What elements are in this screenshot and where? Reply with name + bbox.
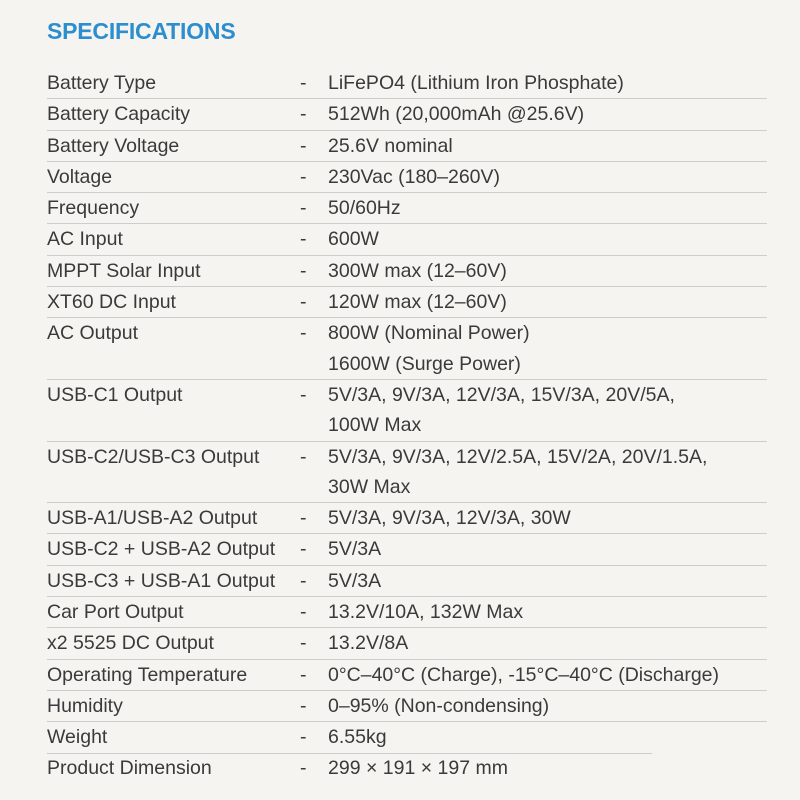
spec-label: AC Input	[47, 228, 123, 251]
spec-row-product-dimension	[47, 753, 767, 783]
spec-row-usb-c3-a1-output	[47, 566, 767, 597]
separator-dash: -	[300, 259, 307, 282]
spec-row-usb-a1-a2-output	[47, 503, 767, 534]
separator-dash: -	[300, 601, 307, 624]
spec-value: 230Vac (180–260V)	[328, 165, 501, 188]
spec-row-car-port-output	[47, 597, 767, 628]
spec-row-battery-type	[47, 68, 767, 99]
spec-label: Battery Voltage	[47, 134, 180, 157]
spec-value: 0°C–40°C (Charge), -15°C–40°C (Discharge)	[328, 663, 720, 686]
separator-dash: -	[300, 663, 307, 686]
spec-value: 5V/3A, 9V/3A, 12V/3A, 30W	[328, 507, 571, 530]
spec-value: 13.2V/8A	[328, 632, 409, 655]
spec-row-usb-c2-a2-output	[47, 534, 767, 565]
spec-label: Battery Capacity	[47, 103, 191, 126]
spec-row-xt60-dc-input	[47, 287, 767, 318]
page-title: SPECIFICATIONS	[47, 18, 236, 44]
spec-label: Voltage	[47, 165, 113, 188]
separator-dash: -	[300, 134, 307, 157]
spec-label: Weight	[47, 726, 108, 749]
separator-dash: -	[300, 228, 307, 251]
spec-value: 1600W (Surge Power)	[328, 352, 521, 375]
spec-label: Battery Type	[47, 72, 157, 94]
separator-dash: -	[300, 72, 307, 94]
spec-row-mppt-solar-input	[47, 256, 767, 287]
spec-row-ac-input	[47, 224, 767, 255]
spec-label: Frequency	[47, 197, 140, 220]
separator-dash: -	[300, 756, 307, 779]
spec-table	[47, 68, 767, 783]
spec-value: 5V/3A, 9V/3A, 12V/2.5A, 15V/2A, 20V/1.5A,	[328, 445, 708, 468]
separator-dash: -	[300, 507, 307, 530]
spec-value: 6.55kg	[328, 726, 387, 749]
spec-value: 30W Max	[328, 475, 411, 498]
spec-row-ac-output-continued	[47, 349, 767, 380]
spec-value: 0–95% (Non-condensing)	[328, 694, 550, 717]
spec-value: 120W max (12–60V)	[328, 291, 507, 314]
spec-row-voltage	[47, 162, 767, 193]
spec-label: USB-C1 Output	[47, 383, 183, 406]
spec-label: Product Dimension	[47, 756, 212, 779]
spec-value: 600W	[328, 228, 379, 251]
separator-dash: -	[300, 538, 307, 561]
separator-dash: -	[300, 726, 307, 749]
separator-dash: -	[300, 632, 307, 655]
separator-dash: -	[300, 197, 307, 220]
separator-dash: -	[300, 569, 307, 592]
separator-dash: -	[300, 445, 307, 468]
spec-row-weight	[47, 722, 767, 752]
spec-label: USB-C3 + USB-A1 Output	[47, 569, 276, 592]
spec-value: 25.6V nominal	[328, 134, 453, 157]
spec-value: LiFePO4 (Lithium Iron Phosphate)	[328, 72, 624, 94]
spec-row-frequency	[47, 193, 767, 224]
spec-row-usb-c1-output	[47, 380, 767, 410]
spec-row-usb-c1-output-continued	[47, 410, 767, 441]
spec-row-battery-voltage	[47, 131, 767, 162]
separator-dash: -	[300, 165, 307, 188]
spec-value: 5V/3A	[328, 538, 382, 561]
spec-label: Humidity	[47, 694, 123, 717]
spec-label: x2 5525 DC Output	[47, 632, 214, 655]
spec-value: 300W max (12–60V)	[328, 259, 507, 282]
spec-value: 800W (Nominal Power)	[328, 322, 530, 345]
spec-row-usb-c2-c3-output-continued	[47, 472, 767, 503]
spec-label: USB-C2 + USB-A2 Output	[47, 538, 276, 561]
spec-label: USB-C2/USB-C3 Output	[47, 445, 260, 468]
spec-value: 50/60Hz	[328, 197, 401, 220]
spec-value: 512Wh (20,000mAh @25.6V)	[328, 103, 585, 126]
spec-value: 13.2V/10A, 132W Max	[328, 601, 524, 624]
spec-row-operating-temperature	[47, 660, 767, 691]
spec-label: AC Output	[47, 322, 139, 345]
spec-value: 100W Max	[328, 414, 422, 437]
separator-dash: -	[300, 291, 307, 314]
spec-label: Car Port Output	[47, 601, 184, 624]
spec-value: 5V/3A, 9V/3A, 12V/3A, 15V/3A, 20V/5A,	[328, 383, 675, 406]
separator-dash: -	[300, 383, 307, 406]
separator-dash: -	[300, 103, 307, 126]
spec-label: USB-A1/USB-A2 Output	[47, 507, 258, 530]
spec-row-5525-dc-output	[47, 628, 767, 659]
spec-value: 5V/3A	[328, 569, 382, 592]
spec-label: XT60 DC Input	[47, 291, 176, 314]
spec-row-humidity	[47, 691, 767, 722]
spec-label: MPPT Solar Input	[47, 259, 201, 282]
separator-dash: -	[300, 322, 307, 345]
spec-row-battery-capacity	[47, 99, 767, 130]
spec-row-usb-c2-c3-output	[47, 442, 767, 472]
spec-row-ac-output	[47, 318, 767, 348]
spec-label: Operating Temperature	[47, 663, 248, 686]
spec-value: 299 × 191 × 197 mm	[328, 756, 508, 779]
separator-dash: -	[300, 694, 307, 717]
